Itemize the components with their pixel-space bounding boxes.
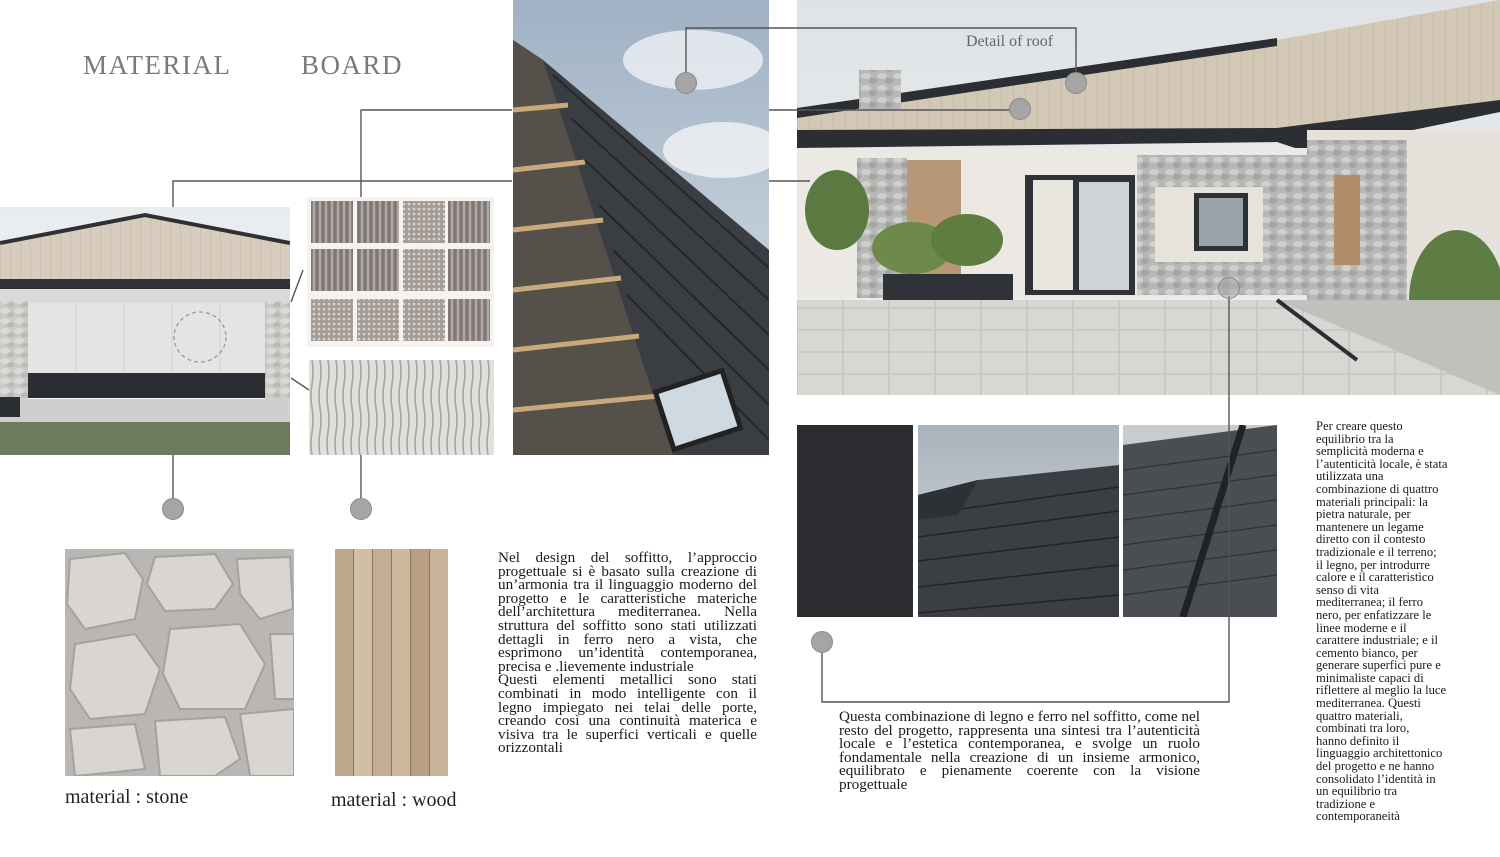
balance-line: combinati tra loro,	[1316, 721, 1410, 736]
texture-swatch-sheet	[307, 197, 494, 347]
balance-line: hanno definito il	[1316, 733, 1400, 748]
balance-line: contemporaneità	[1316, 809, 1400, 824]
ceiling-paragraph-1: Nel design del soffitto, l’approccio progettuale si è basato sulla creazione di un’armonia tra il linguaggio moderno del progetto e le caratteristiche materiche dell’architettura mediterranea. Nella struttura del soffitto sono stati utilizzati dettagli in ferro nero a vista, che esprimono un’identità contemporanea, precisa e .lievemente industriale	[498, 549, 757, 675]
balance-line: un equilibrio tra	[1316, 784, 1398, 799]
balance-line: cemento bianco, per	[1316, 645, 1418, 660]
balance-line: mantenere un legame	[1316, 519, 1424, 534]
stone-material-swatch	[65, 549, 294, 776]
balance-line: riflettere al meglio la luce	[1316, 683, 1447, 698]
marker-dot	[675, 72, 697, 94]
balance-line: carattere industriale; e il	[1316, 633, 1439, 648]
title-word-board: BOARD	[301, 50, 404, 80]
balance-line: diretto con il contesto	[1316, 532, 1426, 547]
balance-line: del progetto e ne hanno	[1316, 759, 1435, 774]
facade-photo	[0, 207, 290, 455]
marker-dot	[1065, 72, 1087, 94]
balance-line: generare superfici pure e	[1316, 658, 1441, 673]
caption-wood: material : wood	[331, 789, 457, 811]
wood-material-swatch	[335, 549, 448, 776]
balance-line: linee moderne e il	[1316, 620, 1407, 635]
ceiling-description	[498, 551, 757, 755]
balance-line: minimaliste capaci di	[1316, 670, 1424, 685]
balance-line: nero, per enfatizzare le	[1316, 607, 1432, 622]
balance-line: senso di vita	[1316, 582, 1379, 597]
balance-line: Per creare questo	[1316, 419, 1403, 433]
marker-dot	[811, 631, 833, 653]
marker-dot	[1218, 277, 1240, 299]
roof-installation-photo	[513, 0, 769, 455]
balance-line: il legno, per introdurre	[1316, 557, 1431, 572]
balance-line: utilizzata una	[1316, 469, 1384, 484]
materials-balance-paragraph	[1316, 420, 1496, 823]
balance-line: pietra naturale, per	[1316, 507, 1411, 522]
balance-line: materiali principali: la	[1316, 494, 1428, 509]
balance-line: quattro materiali,	[1316, 708, 1403, 723]
balance-line: equilibrio tra la	[1316, 431, 1394, 446]
balance-line: tradizione e	[1316, 796, 1376, 811]
balance-line: semplicità moderna e	[1316, 444, 1424, 459]
balance-line: calore e il caratteristico	[1316, 570, 1434, 585]
plaster-texture-photo	[309, 360, 494, 455]
balance-line: l’autenticità locale, è stata	[1316, 456, 1448, 471]
ceiling-paragraph-2: Questi elementi metallici sono stati combinati in modo intelligente con il legno impiegato nei telai delle porte, creando così una continuità materica e visiva tra le superfici verticali e quelle orizzontali	[498, 671, 757, 757]
marker-dot	[162, 498, 184, 520]
marker-dot	[1009, 98, 1031, 120]
black-metal-swatch	[797, 425, 913, 617]
roof-tile-photo-textured	[1123, 425, 1277, 617]
balance-line: mediterranea; il ferro	[1316, 595, 1423, 610]
balance-line: combinazione di quattro	[1316, 481, 1439, 496]
combination-paragraph: Questa combinazione di legno e ferro nel soffitto, come nel resto del progetto, rappresenta una sintesi tra l’autenticità locale e l’estetica contemporanea, e svolge un ruolo fondamentale nella creazione di un insieme armonico, equilibrato e pienamente coerente con la visione progettuale	[839, 708, 1200, 793]
caption-stone: material : stone	[65, 786, 189, 808]
balance-line: consolidato l’identità in	[1316, 771, 1436, 786]
balance-line: linguaggio architettonico	[1316, 746, 1443, 761]
marker-dot	[350, 498, 372, 520]
title-word-material: MATERIAL	[83, 50, 232, 80]
courtyard-rendering	[797, 0, 1500, 395]
roof-tile-photo-flat	[918, 425, 1119, 617]
balance-line: tradizionale e il terreno;	[1316, 544, 1437, 559]
roof-detail-label: Detail of roof	[966, 33, 1054, 50]
balance-line: mediterranea. Questi	[1316, 696, 1421, 711]
